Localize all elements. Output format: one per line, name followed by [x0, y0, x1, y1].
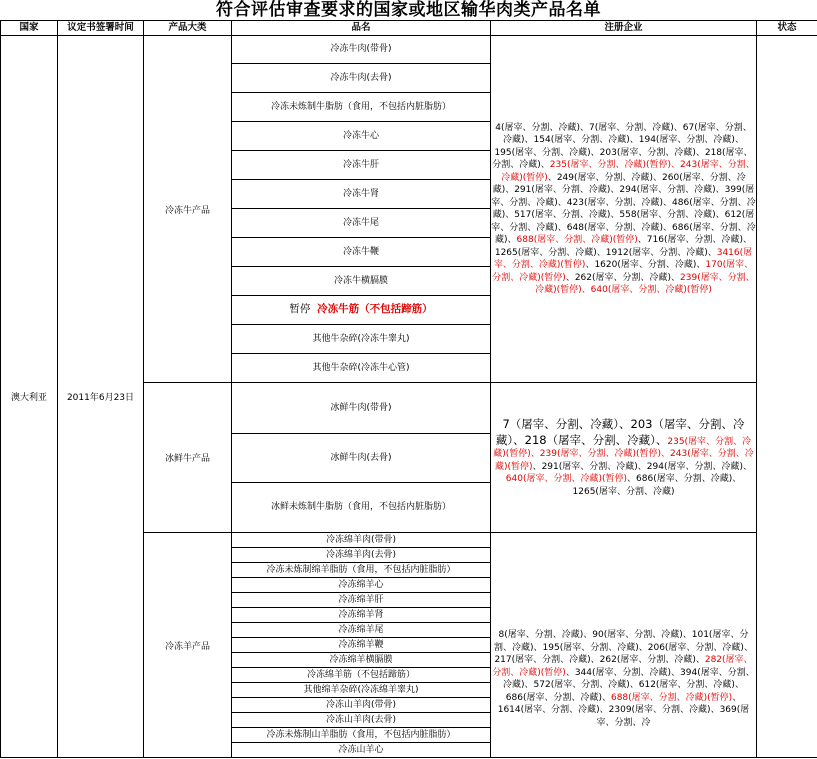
date-cell: 2011年6月23日: [58, 36, 144, 758]
product-cell: 冷冻牛鞭: [232, 238, 491, 267]
enterprise-text: 、1620(屠宰、分割、冷藏)、: [585, 260, 706, 270]
product-cell: 冷冻绵羊肝: [232, 593, 491, 608]
enterprise-text-suspended: 235(屠宰、分割、冷藏)(暂停)、239(屠宰、分割、冷藏)(暂停)、243(屠宰、分割、冷藏)(暂停): [493, 436, 754, 472]
product-cell: 冰鲜未炼制牛脂肪（食用，不包括内脏脂肪）: [232, 483, 491, 533]
enterprise-text: 、686(屠宰、分割、冷藏)、1265(屠宰、分割、冷藏): [572, 474, 742, 497]
product-cell: 冷冻牛尾: [232, 209, 491, 238]
header-product: 品名: [232, 21, 491, 36]
country-cell: 澳大利亚: [1, 36, 58, 758]
header-status: 状态: [757, 21, 817, 36]
enterprise-text-suspended: 3416(屠宰、分割、冷藏)(暂停): [493, 247, 753, 270]
enterprise-cell: [491, 36, 757, 383]
header-category: 产品大类: [144, 21, 232, 36]
enterprise-text: 4(屠宰、分割、冷藏)、7(屠宰、分割、冷藏)、67(屠宰、分割、冷藏)、154(屠宰、分割、冷藏)、194(屠宰、分割、冷藏)、195(屠宰、分割、冷藏)、203(屠宰、分割、冷藏)、218(屠宰、分割、冷藏)、: [492, 122, 753, 170]
meat-product-table: [0, 20, 817, 758]
enterprise-text: 、716(屠宰、分割、冷藏)、1265(屠宰、分割、冷藏)、1912(屠宰、分割、冷藏)、: [494, 235, 752, 258]
product-cell: 冰鲜牛肉(去骨): [232, 434, 491, 483]
category-cell: 冷冻牛产品: [144, 36, 232, 383]
product-cell: 冷冻未炼制山羊脂肪（食用，不包括内脏脂肪）: [232, 728, 491, 743]
page-title: 符合评估审查要求的国家或地区输华肉类产品名单: [216, 0, 601, 20]
header-date: 议定书签署时间: [58, 21, 144, 36]
category-cell: 冰鲜牛产品: [144, 383, 232, 533]
product-cell: 冷冻绵羊心: [232, 578, 491, 593]
enterprise-text-suspended: 688(屠宰、分割、冷藏)(暂停): [610, 692, 733, 703]
product-cell: 冷冻绵羊横膈膜: [232, 653, 491, 668]
product-cell: 冷冻牛肉(带骨): [232, 36, 491, 64]
header-enterprise: 注册企业: [491, 21, 757, 36]
enterprise-text: 、1614(屠宰、分割、冷藏)、2309(屠宰、分割、冷藏)、369(屠宰、分割、冷: [497, 692, 750, 728]
enterprise-text-suspended: 640(屠宰、分割、冷藏)(暂停): [505, 474, 628, 484]
product-cell: 冷冻未炼制绵羊脂肪（食用，不包括内脏脂肪）: [232, 563, 491, 578]
enterprise-text-suspended: 170(屠宰、分割、冷藏)(暂停): [492, 260, 754, 283]
product-cell-suspended: [232, 296, 491, 325]
product-cell: 冷冻绵羊肉(带骨): [232, 533, 491, 548]
product-cell: 冷冻山羊肉(带骨): [232, 698, 491, 713]
product-cell: 冷冻绵羊肾: [232, 608, 491, 623]
enterprise-cell: [491, 533, 757, 758]
product-cell: 冷冻绵羊筋（不包括蹄筋）: [232, 668, 491, 683]
product-cell: 冷冻牛心: [232, 122, 491, 151]
status-cell: [757, 36, 817, 758]
enterprise-cell: [491, 383, 757, 533]
product-cell: 其他牛杂碎(冷冻牛心管): [232, 354, 491, 383]
enterprise-text-suspended: 688(屠宰、分割、冷藏)(暂停): [516, 235, 638, 245]
suspended-label: 暂停: [289, 303, 311, 315]
enterprise-text: 、262(屠宰、分割、冷藏)、: [565, 272, 681, 283]
enterprise-text: 、291(屠宰、分割、冷藏)、294(屠宰、分割、冷藏)、: [532, 461, 752, 472]
enterprise-text: 7（屠宰、分割、冷藏）、203（屠宰、分割、冷藏）、218（屠宰、分割、冷藏）、: [495, 417, 745, 447]
product-cell: 冷冻绵羊鞭: [232, 638, 491, 653]
product-cell: 冷冻牛肉(去骨): [232, 64, 491, 93]
product-cell: 冰鲜牛肉(带骨): [232, 383, 491, 434]
product-cell: 冷冻牛横膈膜: [232, 267, 491, 296]
table-row: [1, 36, 817, 64]
enterprise-text-suspended: 282(屠宰、分割、冷藏)(暂停): [492, 655, 753, 678]
suspended-product: 冷冻牛筋（不包括蹄筋）: [317, 303, 433, 315]
enterprise-text-suspended: 239(屠宰、分割、冷藏)(暂停)、640(屠宰、分割、冷藏)(暂停): [535, 272, 755, 295]
enterprise-text: 8(屠宰、分割、冷藏)、90(屠宰、分割、冷藏)、101(屠宰、分割、冷藏)、195(屠宰、分割、冷藏)、206(屠宰、分割、冷藏)、217(屠宰、分割、冷藏)、262(屠宰、分割、冷藏)、: [494, 630, 753, 665]
category-cell: 冷冻羊产品: [144, 533, 232, 758]
product-cell: 冷冻绵羊尾: [232, 623, 491, 638]
product-cell: 其他绵羊杂碎(冷冻绵羊睾丸): [232, 683, 491, 698]
header-row: [1, 21, 817, 36]
enterprise-text: 、344(屠宰、分割、冷藏)、394(屠宰、分割、冷藏)、572(屠宰、分割、冷藏)、612(屠宰、分割、冷藏)、686(屠宰、分割、冷藏)、: [503, 667, 755, 703]
header-country: 国家: [1, 21, 58, 36]
product-cell: 冷冻山羊肉(去骨): [232, 713, 491, 728]
enterprise-text-suspended: 235(屠宰、分割、冷藏)(暂停)、243(屠宰、分割、冷藏)(暂停): [501, 160, 755, 183]
product-cell: 冷冻绵羊肉(去骨): [232, 548, 491, 563]
product-cell: 冷冻未炼制牛脂肪（食用，不包括内脏脂肪）: [232, 93, 491, 122]
product-cell: 冷冻山羊心: [232, 743, 491, 758]
product-cell: 冷冻牛肾: [232, 180, 491, 209]
product-cell: 其他牛杂碎(冷冻牛睾丸): [232, 325, 491, 354]
enterprise-text: 、249(屠宰、分割、冷藏)、260(屠宰、分割、冷藏)、291(屠宰、分割、冷藏)、294(屠宰、分割、冷藏)、399(屠宰、分割、冷藏)、423(屠宰、分割、冷藏)、486(屠宰、分割、冷藏)、517(屠宰、分割、冷藏)、558(屠宰、分割、冷藏)、612(屠宰、分割、冷藏)、648(屠宰、分割、冷藏)、686(屠宰、分割、冷藏)、: [491, 172, 756, 245]
product-cell: 冷冻牛肝: [232, 151, 491, 180]
